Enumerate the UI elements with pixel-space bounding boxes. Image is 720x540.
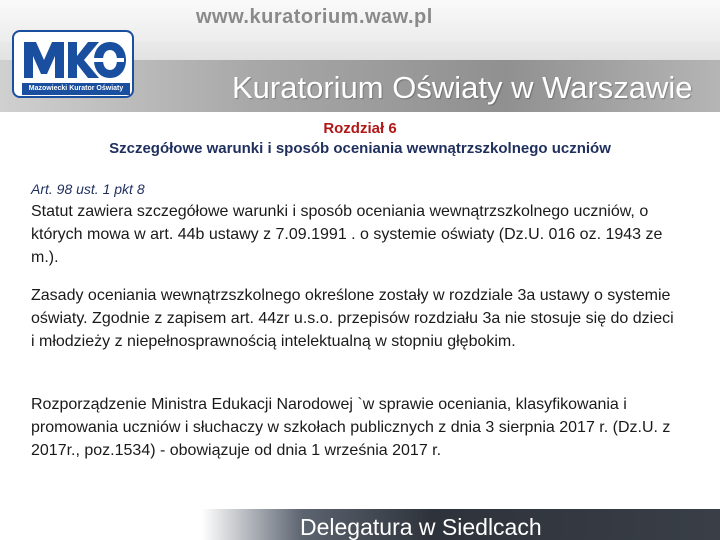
mko-logo xyxy=(12,30,134,98)
chapter-title: Rozdział 6 xyxy=(323,120,397,137)
article-reference: Art. 98 ust. 1 pkt 8 xyxy=(31,181,145,197)
organization-name: Kuratorium Oświaty w Warszawie xyxy=(232,70,693,105)
chapter-subtitle: Szczegółowe warunki i sposób oceniania wewnątrzszkolnego uczniów xyxy=(109,140,611,157)
logo-caption: Mazowiecki Kurator Oświaty xyxy=(22,83,130,95)
website-url: www.kuratorium.waw.pl xyxy=(196,6,433,28)
header-banner xyxy=(0,0,720,112)
footer-delegation-name: Delegatura w Siedlcach xyxy=(300,514,542,540)
paragraph-regulation: Rozporządzenie Ministra Edukacji Narodowej `w sprawie oceniania, klasyfikowania i promowania uczniów i słuchaczy w szkołach publicznych z dnia 3 sierpnia 2017 r. (Dz.U. z 2017r., poz.1534) - obowiązuje od dnia 1 września 2017 r. xyxy=(31,396,671,459)
paragraph-assessment-rules: Zasady oceniania wewnątrzszkolnego określone zostały w rozdziale 3a ustawy o systemie oświaty. Zgodnie z zapisem art. 44zr u.s.o. przepisów rozdziału 3a nie stosuje się do dzieci i młodzieży z niepełnosprawnością intelektualną w stopniu głębokim. xyxy=(31,287,674,350)
mko-logo-icon xyxy=(20,36,128,82)
paragraph-statute: Statut zawiera szczegółowe warunki i sposób oceniania wewnątrzszkolnego uczniów, o których mowa w art. 44b ustawy z 7.09.1991 . o systemie oświaty (Dz.U. 016 oz. 1943 ze m.). xyxy=(31,203,663,266)
